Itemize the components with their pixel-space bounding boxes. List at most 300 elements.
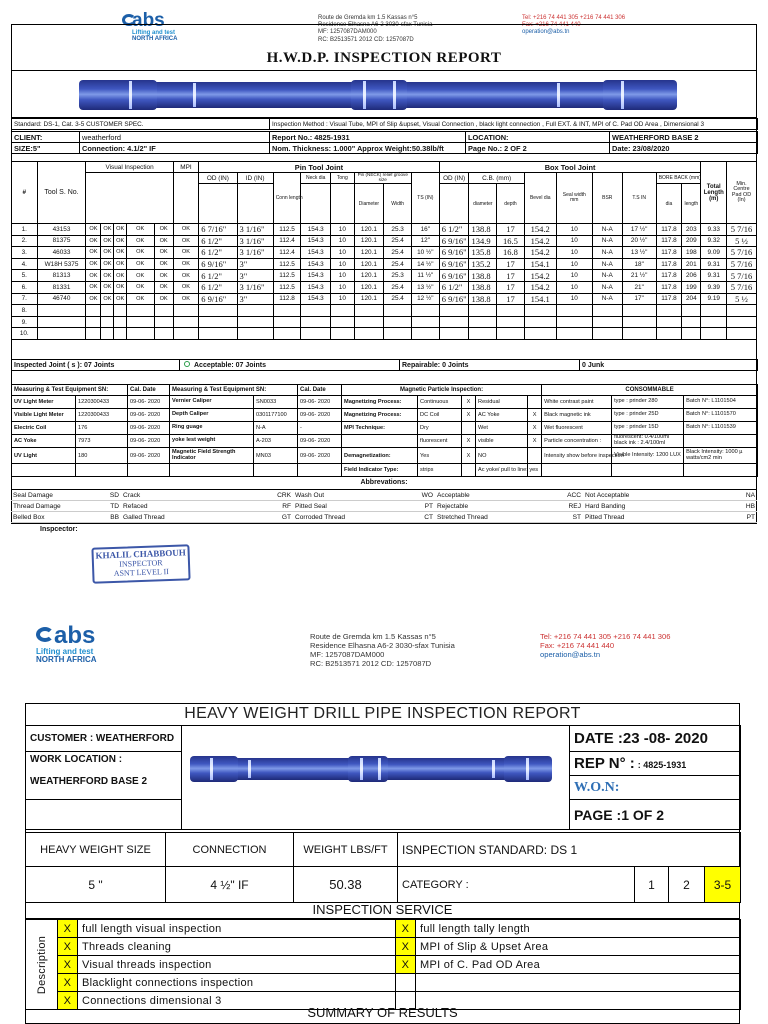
description-label	[26, 920, 58, 1010]
visual-3	[114, 316, 127, 328]
service-left: Visual threads inspection	[78, 956, 396, 974]
visual-1	[86, 328, 101, 340]
equip-cell: X	[462, 409, 476, 422]
col-pin-neck: Pin (NECK) relief groove size	[354, 173, 411, 184]
cb-depth: 17	[497, 258, 525, 270]
address-line: MF: 1257087DAM000	[310, 650, 385, 660]
fax: Fax: +216 74 441 440	[522, 22, 581, 29]
v-connection: 4 ½" IF	[166, 867, 294, 903]
stamp-name: KHALIL CHABBOUH	[95, 547, 186, 561]
visual-2: OK	[101, 235, 114, 247]
abbr-code: ST	[553, 512, 583, 523]
pin-id: 3 1/16"	[237, 247, 273, 259]
equip-cell	[462, 464, 476, 477]
pin-id	[237, 316, 273, 328]
neck-dia: 154.3	[301, 235, 331, 247]
visual-1: OK	[86, 293, 101, 305]
mpi-result	[173, 328, 199, 340]
col-diameter: Diameter	[354, 184, 384, 224]
abbr-term: Pitted Thread	[583, 512, 731, 523]
service-check[interactable]: X	[58, 920, 78, 938]
service-check[interactable]: X	[58, 938, 78, 956]
pin-od: 6 9/16"	[199, 293, 237, 305]
col-pin: Pin Tool Joint	[199, 162, 439, 173]
equip-cell: 176	[76, 422, 128, 435]
visual-3	[114, 328, 127, 340]
equip-cell: Ac yoke/ pull to line: yes	[476, 464, 528, 477]
joint-num: 6.	[12, 281, 38, 293]
equip-cell	[254, 464, 298, 477]
equip-cell	[684, 435, 758, 448]
equip-cell: Field Indicator Type:	[342, 464, 418, 477]
joint-num: 5.	[12, 270, 38, 282]
service-row	[26, 938, 741, 956]
logo-word: abs	[132, 10, 165, 31]
pin-id: 3 1/16"	[237, 235, 273, 247]
h-weight: WEIGHT LBS/FT	[294, 833, 398, 867]
service-row	[26, 920, 741, 938]
abbr-term: Galled Thread	[121, 512, 269, 523]
equip-cell: X	[462, 396, 476, 409]
acceptable-text: Acceptable: 07 Joints	[194, 362, 266, 369]
total-length: 9.09	[701, 247, 727, 259]
service-row	[26, 956, 741, 974]
email-link[interactable]: operation@abs.tn	[522, 29, 570, 36]
inspector-label: Inspcector:	[40, 526, 78, 533]
joint-row	[12, 270, 757, 282]
conn-length: 112.8	[273, 293, 301, 305]
neck-dia: 154.3	[301, 293, 331, 305]
box-od	[439, 316, 469, 328]
rep-label: REP N° :	[574, 754, 635, 772]
equip-cell: N-A	[254, 422, 298, 435]
equip-cell: Magnetic Field Strength Indicator	[170, 448, 254, 464]
visual-5	[154, 316, 173, 328]
seal-width: 10	[556, 247, 592, 259]
standard-value: DS-1, Cat. 3-5 CUSTOMER SPEC.	[43, 120, 144, 128]
pipe-band	[557, 83, 560, 107]
visual-3: OK	[114, 224, 127, 236]
abbr-code: RF	[269, 501, 293, 512]
box-ts: 13 ½"	[622, 247, 656, 259]
equip-cell: Magnetizing Process:	[342, 396, 418, 409]
groove-width: 25.4	[384, 293, 412, 305]
visual-5: OK	[154, 235, 173, 247]
page2-logo	[36, 622, 136, 665]
page1-info-table	[11, 118, 758, 130]
tool-serial	[37, 305, 86, 317]
bsr	[592, 328, 622, 340]
conn-length: 112.5	[273, 224, 301, 236]
groove-dia: 120.1	[354, 258, 384, 270]
equip-cell: strips	[418, 464, 462, 477]
bevel-dia: 154.1	[524, 293, 556, 305]
visual-1: OK	[86, 281, 101, 293]
equip-cell	[528, 448, 542, 464]
service-left: Blacklight connections inspection	[78, 974, 396, 992]
equip-cell: X	[462, 448, 476, 464]
box-ts: 20 ½"	[622, 235, 656, 247]
pipe-tool-joint	[190, 756, 238, 782]
equip-cell: Residual	[476, 396, 528, 409]
visual-4: OK	[126, 247, 154, 259]
pin-id: 3"	[237, 258, 273, 270]
pipe-center-pad	[351, 80, 407, 110]
pipe-band	[526, 758, 529, 780]
tong: 10	[331, 258, 354, 270]
min-centre-pad	[727, 328, 757, 340]
visual-2: OK	[101, 224, 114, 236]
equip-cell: 09-06- 2020	[128, 448, 170, 464]
col-bore-length: length	[682, 184, 701, 224]
customer: CUSTOMER : WEATHERFORD	[26, 726, 182, 752]
tool-serial: 46740	[37, 293, 86, 305]
pipe-band	[393, 81, 396, 109]
summary-acceptable	[180, 360, 400, 371]
cb-diameter	[469, 305, 497, 317]
conn-length: 112.4	[273, 235, 301, 247]
box-od: 6 9/16"	[439, 270, 469, 282]
mpi-result: OK	[173, 281, 199, 293]
visual-5: OK	[154, 224, 173, 236]
col-cb: C.B. (mm)	[469, 173, 524, 184]
equip-cell: Intensity show before inspection	[542, 448, 612, 464]
pipe-tool-joint	[603, 80, 677, 110]
pin-ts	[411, 305, 439, 317]
equip-cell	[342, 435, 418, 448]
abbr-code: HB	[731, 501, 757, 512]
address-line: Route de Gremda km 1.5 Kassas n°5	[310, 632, 436, 641]
bsr: N-A	[592, 224, 622, 236]
joint-summary	[11, 359, 758, 371]
abbr-code: CRK	[269, 490, 293, 501]
abbr-term: Refaced	[121, 501, 269, 512]
box-ts: 17 ½"	[622, 224, 656, 236]
equip-cell: 09-06- 2020	[128, 409, 170, 422]
joint-row	[12, 224, 757, 236]
seal-width: 10	[556, 224, 592, 236]
seal-width	[556, 305, 592, 317]
col-ts: TS (IN)	[411, 173, 439, 224]
service-right: MPI of Slip & Upset Area	[416, 938, 741, 956]
bsr	[592, 316, 622, 328]
col-conn-length: Conn length	[273, 173, 301, 224]
bore-dia: 117.8	[656, 281, 682, 293]
equip-h2: Cal. Date	[128, 385, 170, 396]
equip-cell: type : prinder 25D	[612, 409, 684, 422]
cb-depth: 17	[497, 224, 525, 236]
box-ts: 21"	[622, 281, 656, 293]
conn-length: 112.5	[273, 281, 301, 293]
bore-dia: 117.8	[656, 247, 682, 259]
blank-cell	[26, 800, 182, 830]
bore-length: 209	[682, 235, 701, 247]
total-length: 9.33	[701, 224, 727, 236]
tool-serial: 81331	[37, 281, 86, 293]
tool-serial	[37, 328, 86, 340]
bore-dia	[656, 328, 682, 340]
equip-cell: X	[528, 435, 542, 448]
cb-diameter: 138.8	[469, 270, 497, 282]
service-check[interactable]: X	[396, 920, 416, 938]
cb-depth: 17	[497, 270, 525, 282]
abbr-code: SD	[91, 490, 121, 501]
joint-row	[12, 316, 757, 328]
equip-cell: X	[462, 435, 476, 448]
seal-width: 10	[556, 293, 592, 305]
equip-cell: 1220300433	[76, 409, 128, 422]
equip-cell	[170, 464, 254, 477]
tong: 10	[331, 281, 354, 293]
equip-h4: Cal. Date	[298, 385, 342, 396]
v-weight: 50.38	[294, 867, 398, 903]
equip-cell: 09-06- 2020	[298, 396, 342, 409]
equip-row	[12, 409, 758, 422]
summary-title: SUMMARY OF RESULTS	[307, 1005, 458, 1020]
service-check[interactable]: X	[58, 992, 78, 1010]
visual-1	[86, 305, 101, 317]
visual-4	[126, 305, 154, 317]
logo-sub2: NORTH AFRICA	[132, 36, 178, 43]
min-centre-pad: 5 7/16	[727, 270, 757, 282]
joint-num: 3.	[12, 247, 38, 259]
equip-cell: Wet fluorescent	[542, 422, 612, 435]
service-left: Threads cleaning	[78, 938, 396, 956]
abbr-term: Acceptable	[435, 490, 553, 501]
service-check[interactable]: X	[58, 974, 78, 992]
abbr-code: CT	[411, 512, 435, 523]
pipe-band	[129, 81, 132, 109]
v-size: 5 "	[26, 867, 166, 903]
conn-length	[273, 328, 301, 340]
tong	[331, 328, 354, 340]
bore-dia: 117.8	[656, 293, 682, 305]
groove-width: 25.4	[384, 235, 412, 247]
abbr-row	[11, 490, 757, 501]
seal-width	[556, 328, 592, 340]
neck-dia: 154.3	[301, 281, 331, 293]
pin-id	[237, 328, 273, 340]
total-length: 9.31	[701, 270, 727, 282]
service-check[interactable]: X	[58, 956, 78, 974]
equip-cell: Visible Light Meter	[12, 409, 76, 422]
summary-repairable: Repairable: 0 Joints	[400, 360, 580, 371]
groove-dia: 120.1	[354, 235, 384, 247]
total-length	[701, 305, 727, 317]
col-seal: Seal width mm	[556, 173, 592, 224]
col-total-length: Total Length (m)	[701, 162, 727, 224]
pipe-band	[492, 760, 495, 778]
pin-od: 6 1/2"	[199, 235, 237, 247]
min-centre-pad: 5 7/16	[727, 224, 757, 236]
box-od	[439, 328, 469, 340]
page2-page: PAGE :1 OF 2	[570, 800, 741, 830]
col-bsr: BSR	[592, 173, 622, 224]
category-3-5: 3-5	[705, 867, 741, 903]
size: SIZE:5"	[12, 143, 80, 154]
groove-width	[384, 316, 412, 328]
nom-thickness: Nom. Thickness: 1.000" Approx Weight:50.38lb/ft	[270, 143, 466, 154]
visual-3: OK	[114, 270, 127, 282]
cb-diameter	[469, 316, 497, 328]
joint-row	[12, 293, 757, 305]
min-centre-pad: 5 7/16	[727, 247, 757, 259]
equip-cell: -	[298, 422, 342, 435]
visual-3: OK	[114, 247, 127, 259]
pin-ts: 10 ½"	[411, 247, 439, 259]
service-title: INSPECTION SERVICE	[25, 902, 740, 919]
groove-width: 25.4	[384, 258, 412, 270]
equip-cell	[542, 464, 612, 477]
page2-title: HEAVY WEIGHT DRILL PIPE INSPECTION REPORT	[184, 705, 581, 722]
connection: Connection: 4.1/2" IF	[80, 143, 270, 154]
equip-cell: 09-06- 2020	[128, 396, 170, 409]
equip-cell: A-203	[254, 435, 298, 448]
equip-cell: White contrast paint	[542, 396, 612, 409]
pin-id: 3"	[237, 293, 273, 305]
pin-id	[237, 305, 273, 317]
page1-pipe-image	[11, 70, 757, 118]
min-centre-pad	[727, 316, 757, 328]
logo-sub1: Lifting and test	[36, 647, 94, 656]
box-od-sub	[439, 184, 469, 224]
seal-width: 10	[556, 235, 592, 247]
pin-od: 6 1/2"	[199, 270, 237, 282]
category-1: 1	[635, 867, 669, 903]
equip-cell: 1220300433	[76, 396, 128, 409]
tong: 10	[331, 247, 354, 259]
conn-length: 112.4	[273, 247, 301, 259]
won: W.O.N:	[570, 776, 741, 800]
logo-sub1: Lifting and test	[132, 30, 175, 36]
abbr-code: PT	[731, 512, 757, 523]
equip-cell: X	[528, 409, 542, 422]
cb-diameter: 134.9	[469, 235, 497, 247]
equip-cell: X	[528, 422, 542, 435]
category-2: 2	[669, 867, 705, 903]
equip-cell: Batch N°: L1101570	[684, 409, 758, 422]
abbr-term: Hard Banding	[583, 501, 731, 512]
equip-cell	[528, 396, 542, 409]
equip-cell: Black magnetic ink	[542, 409, 612, 422]
joint-row	[12, 281, 757, 293]
bore-dia	[656, 305, 682, 317]
equip-cell	[298, 464, 342, 477]
neck-dia	[301, 328, 331, 340]
work-location-label: WORK LOCATION :	[30, 754, 123, 765]
pin-od: 6 1/2"	[199, 281, 237, 293]
box-ts	[622, 328, 656, 340]
equip-cell: 09-06- 2020	[298, 435, 342, 448]
bore-length: 203	[682, 224, 701, 236]
col-cb-depth: depth	[497, 184, 525, 224]
visual-1: OK	[86, 247, 101, 259]
neck-dia: 154.3	[301, 270, 331, 282]
visual-1: OK	[86, 224, 101, 236]
pin-ts	[411, 328, 439, 340]
abbr-term: Belled Box	[11, 512, 91, 523]
box-od: 6 9/16"	[439, 258, 469, 270]
col-mpi: MPI	[173, 162, 199, 173]
visual-1: OK	[86, 270, 101, 282]
pin-ts: 13 ½"	[411, 281, 439, 293]
col-tool: Tool S. No.	[37, 162, 86, 224]
service-right: full length tally length	[416, 920, 741, 938]
min-centre-pad: 5 7/16	[727, 258, 757, 270]
groove-width: 25.4	[384, 247, 412, 259]
visual-5: OK	[154, 258, 173, 270]
groove-dia: 120.1	[354, 270, 384, 282]
page-no: Page No.: 2 OF 2	[466, 143, 610, 154]
visual-1: OK	[86, 235, 101, 247]
mpi-result: OK	[173, 258, 199, 270]
visual-2	[101, 316, 114, 328]
joint-num: 1.	[12, 224, 38, 236]
tong-sub	[331, 184, 354, 224]
equip-cell: MPI Technique:	[342, 422, 418, 435]
box-od: 6 9/16"	[439, 247, 469, 259]
fax: Fax: +216 74 441 440	[540, 641, 615, 651]
mpi-subcol	[173, 173, 199, 224]
tong: 10	[331, 293, 354, 305]
visual-2: OK	[101, 258, 114, 270]
seal-width: 10	[556, 281, 592, 293]
page2-header-table	[25, 725, 741, 830]
report-no: Report No.: 4825-1931	[270, 132, 466, 143]
visual-2: OK	[101, 247, 114, 259]
tong	[331, 305, 354, 317]
pipe-band	[210, 758, 213, 780]
service-check[interactable]	[396, 974, 416, 992]
abbr-term: Rejectable	[435, 501, 553, 512]
mpi-result: OK	[173, 270, 199, 282]
neck-dia: 154.3	[301, 258, 331, 270]
mpi-result: OK	[173, 235, 199, 247]
equip-h1: Measuring & Test Equipment SN:	[12, 385, 128, 396]
cb-depth	[497, 305, 525, 317]
pin-od	[199, 316, 237, 328]
tool-serial: W18H 5375	[37, 258, 86, 270]
visual-2	[101, 328, 114, 340]
total-length	[701, 316, 727, 328]
service-check[interactable]: X	[396, 938, 416, 956]
bsr: N-A	[592, 235, 622, 247]
summary-junk: 0 Junk	[580, 360, 758, 371]
abbr-row	[11, 501, 757, 512]
rep-value: : 4825-1931	[637, 759, 687, 770]
id-sub	[237, 184, 273, 224]
bevel-dia: 154.2	[524, 270, 556, 282]
email-link[interactable]: operation@abs.tn	[540, 650, 601, 660]
bore-length: 199	[682, 281, 701, 293]
abbr-term: Corroded Thread	[293, 512, 411, 523]
abbr-code: REJ	[553, 501, 583, 512]
equip-cell: 09-06- 2020	[128, 422, 170, 435]
page2-address	[310, 632, 455, 668]
neck-dia: 154.3	[301, 224, 331, 236]
bore-dia: 117.8	[656, 270, 682, 282]
equipment-table	[11, 384, 758, 477]
service-check[interactable]: X	[396, 956, 416, 974]
min-centre-pad	[727, 305, 757, 317]
neck-sub	[301, 184, 331, 224]
bore-dia: 117.8	[656, 235, 682, 247]
bevel-dia: 154.1	[524, 258, 556, 270]
total-length: 9.19	[701, 293, 727, 305]
method-cell: Inspection Method : Visual Tube, MPI of Slip &upset, Visual Connection , black light connection , Full EXT. & INT, MPI of C. Pad OD Area , Dimensional 3	[270, 119, 758, 130]
bore-length: 198	[682, 247, 701, 259]
visual-4: OK	[126, 270, 154, 282]
